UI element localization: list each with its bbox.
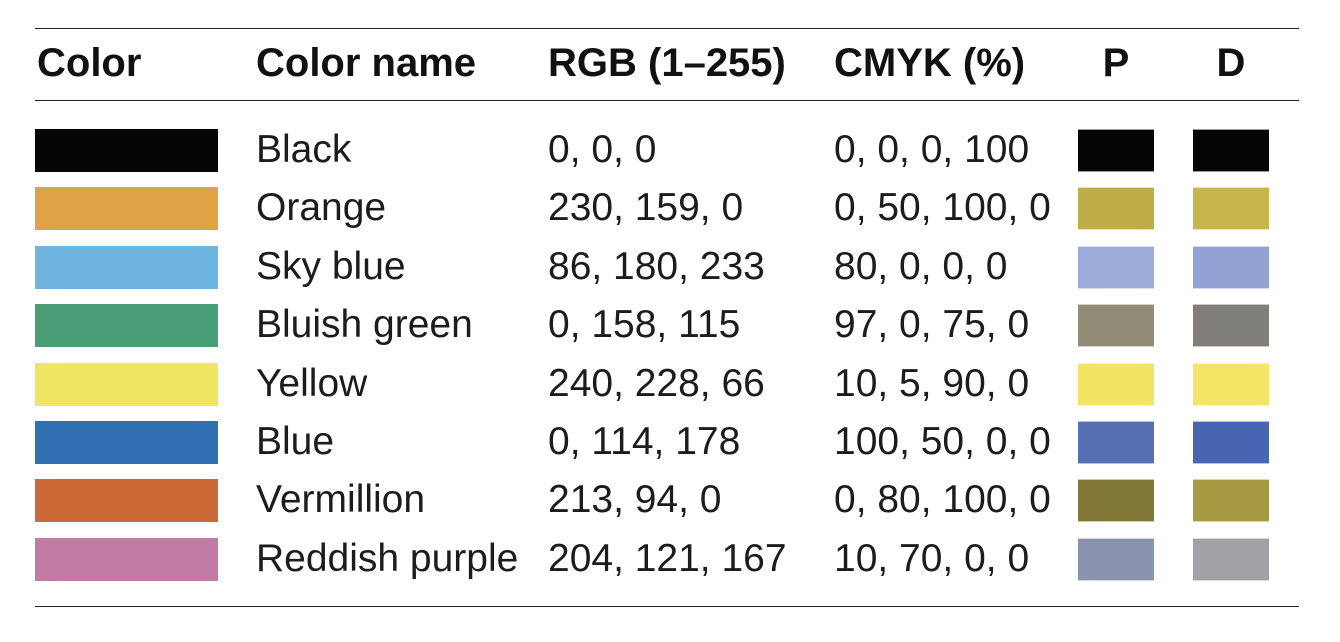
color-name-cell: Sky blue	[256, 245, 406, 288]
rgb-cell: 0, 0, 0	[548, 128, 657, 171]
deuteranopia-swatch	[1193, 421, 1269, 464]
deuteranopia-swatch	[1193, 304, 1269, 347]
color-swatch	[35, 538, 218, 581]
color-swatch	[35, 363, 218, 406]
table-top-rule	[35, 28, 1299, 29]
header-protanopia: P	[1102, 41, 1130, 85]
table-bottom-rule	[35, 606, 1299, 607]
cmyk-cell: 0, 0, 0, 100	[834, 128, 1030, 171]
rgb-cell: 204, 121, 167	[548, 537, 787, 580]
protanopia-swatch	[1078, 187, 1154, 230]
deuteranopia-swatch	[1193, 363, 1269, 406]
protanopia-swatch	[1078, 246, 1154, 289]
cmyk-cell: 80, 0, 0, 0	[834, 245, 1008, 288]
protanopia-swatch	[1078, 479, 1154, 522]
color-name-cell: Reddish purple	[256, 537, 519, 580]
rgb-cell: 0, 114, 178	[548, 420, 741, 463]
rgb-cell: 213, 94, 0	[548, 478, 722, 521]
color-swatch	[35, 304, 218, 347]
deuteranopia-swatch	[1193, 479, 1269, 522]
deuteranopia-swatch	[1193, 187, 1269, 230]
table-header-rule	[35, 100, 1299, 101]
protanopia-swatch	[1078, 538, 1154, 581]
cmyk-cell: 100, 50, 0, 0	[834, 420, 1051, 463]
color-swatch	[35, 479, 218, 522]
table-row	[0, 187, 1340, 245]
table-row	[0, 304, 1340, 362]
deuteranopia-swatch	[1193, 129, 1269, 172]
rgb-cell: 86, 180, 233	[548, 245, 765, 288]
deuteranopia-swatch	[1193, 538, 1269, 581]
color-name-cell: Bluish green	[256, 303, 473, 346]
header-deuteranopia: D	[1216, 41, 1246, 85]
cmyk-cell: 10, 5, 90, 0	[834, 362, 1030, 405]
color-swatch	[35, 187, 218, 230]
color-swatch	[35, 129, 218, 172]
header-color: Color	[37, 41, 142, 85]
deuteranopia-swatch	[1193, 246, 1269, 289]
header-rgb: RGB (1–255)	[548, 41, 786, 85]
color-name-cell: Black	[256, 128, 352, 171]
color-name-cell: Blue	[256, 420, 335, 463]
table-row	[0, 129, 1340, 187]
cmyk-cell: 0, 50, 100, 0	[834, 186, 1051, 229]
header-color-name: Color name	[256, 41, 477, 85]
color-swatch	[35, 421, 218, 464]
color-swatch	[35, 246, 218, 289]
color-name-cell: Yellow	[256, 362, 368, 405]
protanopia-swatch	[1078, 363, 1154, 406]
header-cmyk: CMYK (%)	[834, 41, 1026, 85]
rgb-cell: 0, 158, 115	[548, 303, 741, 346]
color-name-cell: Orange	[256, 186, 387, 229]
table-row	[0, 538, 1340, 596]
table-row	[0, 479, 1340, 537]
table-row	[0, 363, 1340, 421]
cmyk-cell: 97, 0, 75, 0	[834, 303, 1030, 346]
protanopia-swatch	[1078, 129, 1154, 172]
table-row	[0, 246, 1340, 304]
table-row	[0, 421, 1340, 479]
protanopia-swatch	[1078, 304, 1154, 347]
cmyk-cell: 0, 80, 100, 0	[834, 478, 1051, 521]
rgb-cell: 230, 159, 0	[548, 186, 744, 229]
rgb-cell: 240, 228, 66	[548, 362, 765, 405]
cmyk-cell: 10, 70, 0, 0	[834, 537, 1030, 580]
color-name-cell: Vermillion	[256, 478, 426, 521]
protanopia-swatch	[1078, 421, 1154, 464]
